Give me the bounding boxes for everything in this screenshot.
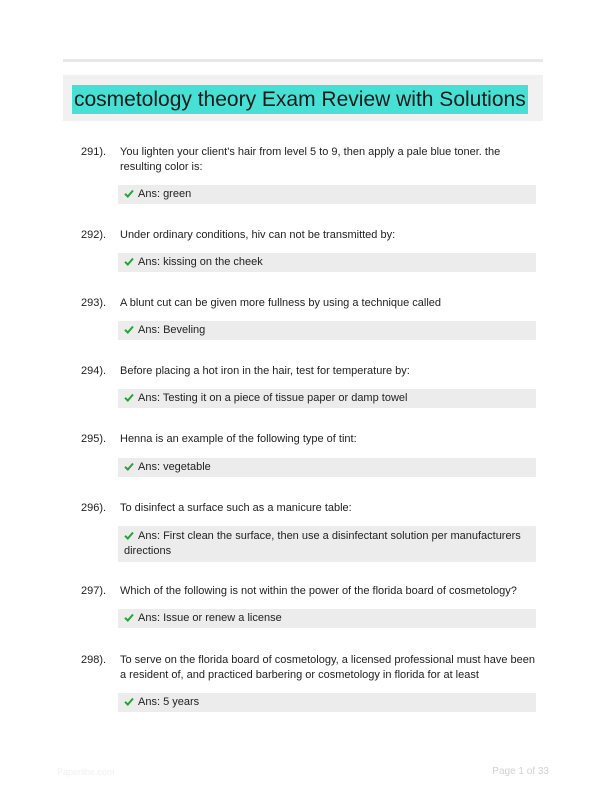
- answer-box: [118, 609, 536, 628]
- answer-text: Ans: Beveling: [138, 324, 206, 336]
- answer-box: [118, 693, 536, 712]
- question-number: 293).: [81, 297, 107, 309]
- top-divider: [63, 59, 543, 62]
- question-text: To disinfect a surface such as a manicure table:: [120, 502, 352, 514]
- answer-box: [118, 389, 536, 408]
- answer-box: [118, 458, 536, 477]
- question-text: Which of the following is not within the power of the florida board of cosmetology?: [120, 585, 517, 597]
- question-number: 292).: [81, 229, 107, 241]
- checkmark-icon: [124, 531, 134, 540]
- question-number: 295).: [81, 433, 107, 445]
- question-number: 291).: [81, 146, 107, 158]
- checkmark-icon: [124, 257, 134, 266]
- answer-text: Ans: vegetable: [138, 461, 211, 473]
- title-banner: [63, 75, 543, 121]
- answer-text: Ans: Issue or renew a license: [138, 612, 282, 624]
- question-text: To serve on the florida board of cosmetology, a licensed professional must have been a resident of, and practiced barbering or cosmetology in florida for at least: [120, 654, 535, 681]
- checkmark-icon: [124, 393, 134, 402]
- question-number: 294).: [81, 365, 107, 377]
- page-number: Page 1 of 33: [492, 766, 549, 777]
- checkmark-icon: [124, 325, 134, 334]
- answer-box: [118, 526, 536, 562]
- question-text: A blunt cut can be given more fullness by using a technique called: [120, 297, 442, 309]
- question-text: Before placing a hot iron in the hair, test for temperature by:: [120, 365, 410, 377]
- answer-text: Ans: green: [138, 188, 192, 200]
- question-text: You lighten your client's hair from level 5 to 9, then apply a pale blue toner. the resulting color is:: [120, 146, 501, 173]
- answer-text: Ans: kissing on the cheek: [138, 256, 263, 268]
- answer-box: [118, 253, 536, 272]
- checkmark-icon: [124, 697, 134, 706]
- checkmark-icon: [124, 613, 134, 622]
- checkmark-icon: [124, 462, 134, 471]
- question-number: 297).: [81, 585, 107, 597]
- footer-site-watermark: Paperlibe.com: [57, 767, 115, 777]
- answer-text: Ans: Testing it on a piece of tissue paper or damp towel: [138, 392, 408, 404]
- answer-text: Ans: First clean the surface, then use a disinfectant solution per manufacturers directions: [124, 530, 521, 557]
- answer-box: [118, 185, 536, 204]
- document-title: cosmetology theory Exam Review with Solutions: [72, 85, 528, 114]
- question-number: 296).: [81, 502, 107, 514]
- question-number: 298).: [81, 654, 107, 666]
- answer-text: Ans: 5 years: [138, 696, 200, 708]
- answer-box: [118, 321, 536, 340]
- question-text: Under ordinary conditions, hiv can not be transmitted by:: [120, 229, 396, 241]
- question-text: Henna is an example of the following type of tint:: [120, 433, 357, 445]
- checkmark-icon: [124, 189, 134, 198]
